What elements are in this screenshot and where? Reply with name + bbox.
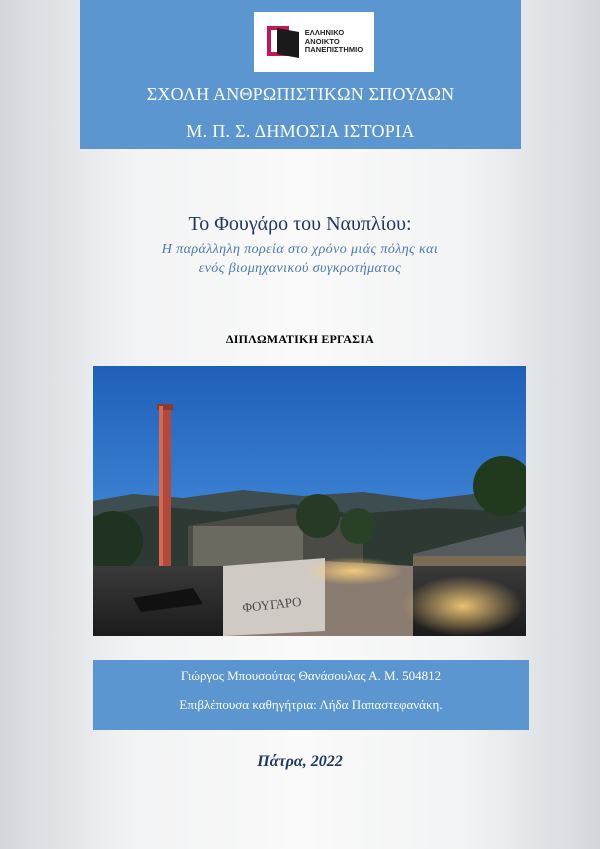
logo-line: ΠΑΝΕΠΙΣΤΗΜΙΟ [304, 45, 364, 55]
fougaro-sign: ΦΟΥΓΑΡΟ [241, 593, 303, 615]
thesis-type: ΔΙΠΛΩΜΑΤΙΚΗ ΕΡΓΑΣΙΑ [226, 332, 374, 346]
school-name: ΣΧΟΛΗ ΑΝΘΡΩΠΙΣΤΙΚΩΝ ΣΠΟΥΔΩΝ [146, 84, 455, 104]
thesis-title: Το Φουγάρο του Ναυπλίου: [188, 213, 412, 235]
author-line: Γιώργος Μπουσούτας Θανάσουλας Α. Μ. 504812 [180, 668, 442, 683]
logo-text [305, 29, 364, 55]
fougaro-photo-illustration [93, 366, 526, 636]
university-logo [254, 12, 374, 72]
logo-line: ΑΝΟΙΚΤΟ [304, 36, 340, 46]
supervisor-line: Επιβλέπουσα καθηγήτρια: Λήδα Παπαστεφανάκη. [179, 697, 443, 712]
header-banner [80, 0, 521, 149]
subtitle-line: Η παράλληλη πορεία στο χρόνο μιάς πόλης και [161, 242, 439, 257]
subtitle-line: ενός βιομηχανικού συγκροτήματος [198, 261, 402, 276]
program-name: Μ. Π. Σ. ΔΗΜΟΣΙΑ ΙΣΤΟΡΙΑ [186, 121, 415, 141]
author-info-box [93, 660, 529, 730]
logo-line: ΕΛΛΗΝΙΚΟ [304, 28, 345, 38]
cover-photo [93, 366, 526, 636]
thesis-subtitle [100, 240, 500, 278]
university-logo-icon [265, 24, 301, 60]
place-date: Πάτρα, 2022 [257, 753, 343, 770]
